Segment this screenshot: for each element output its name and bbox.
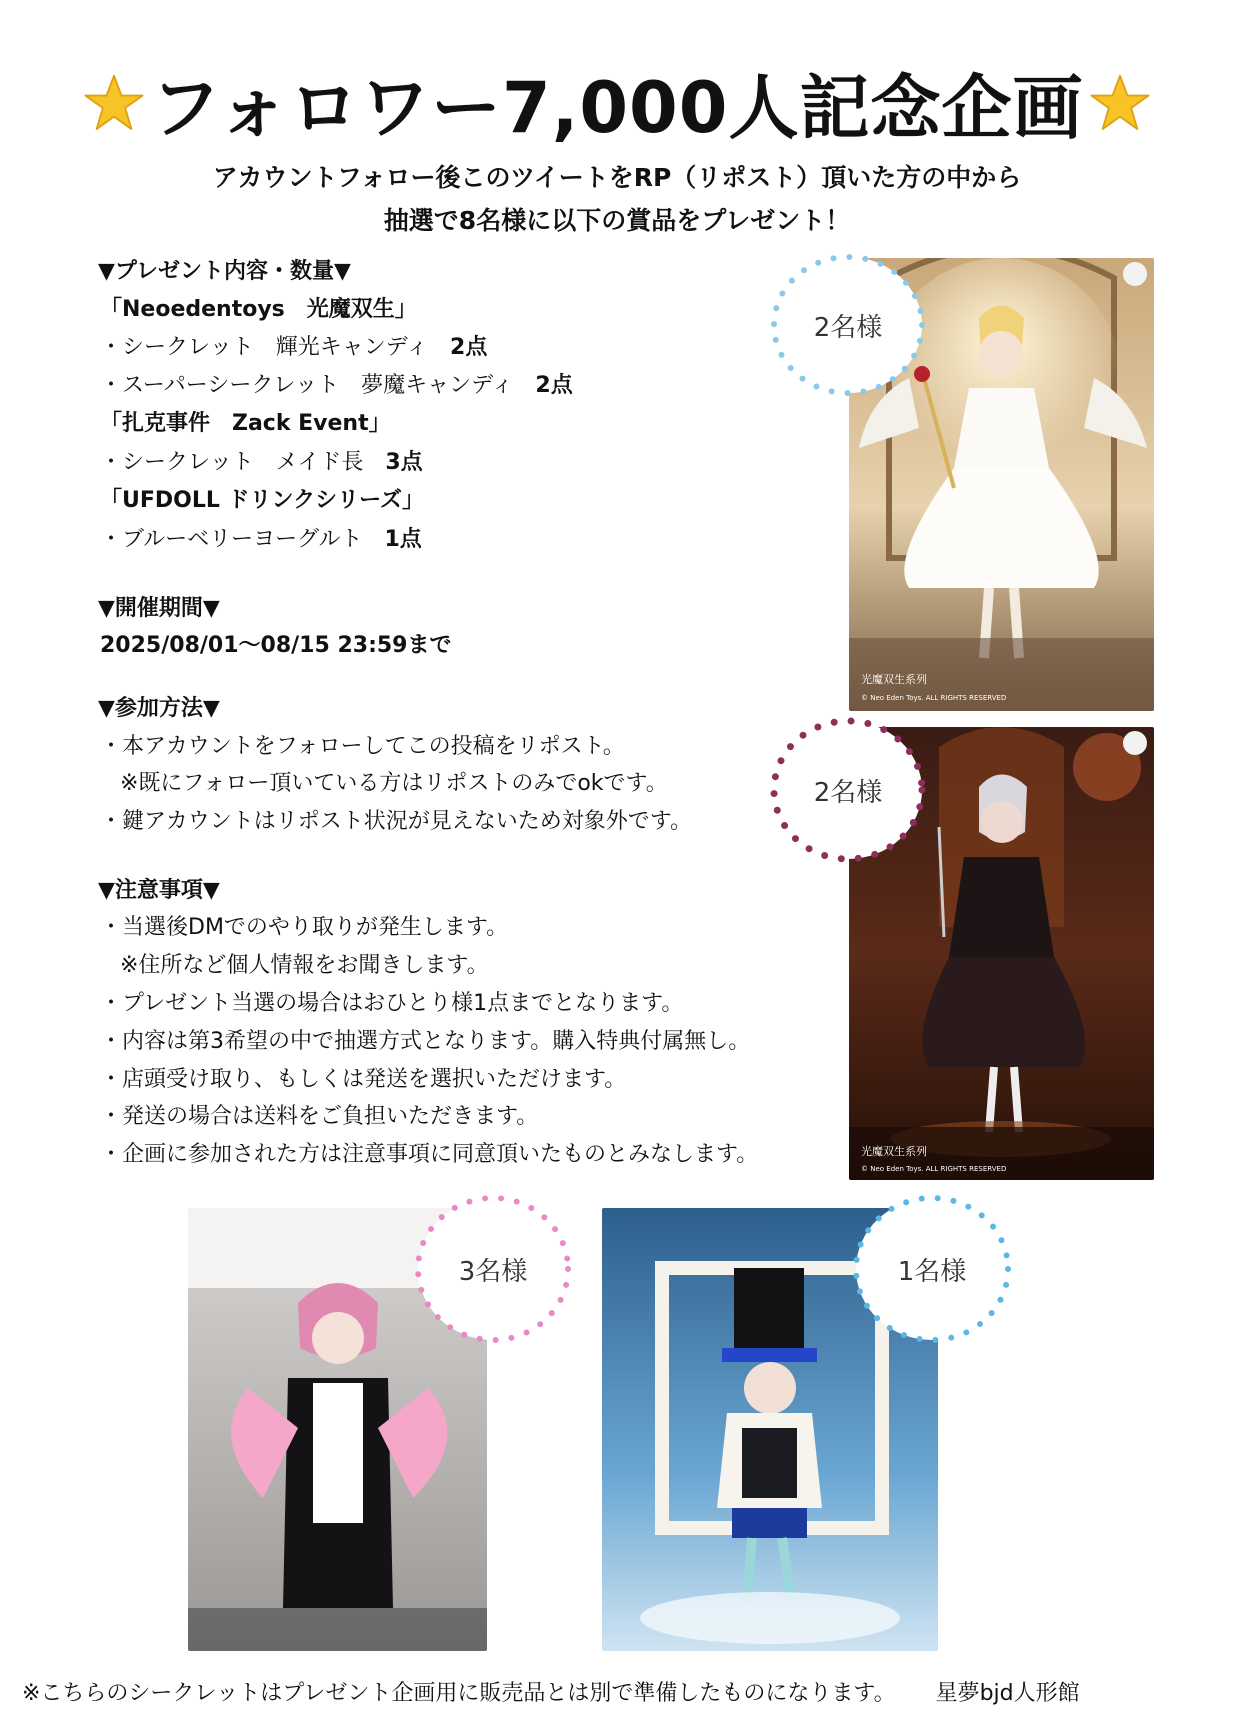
period-dates: 2025/08/01〜08/15 23:59まで xyxy=(100,633,452,658)
prize-item xyxy=(100,445,423,476)
prize-heading: ▼プレゼント内容・数量▼ xyxy=(98,259,351,284)
brand-logo xyxy=(1123,262,1147,286)
notes-line: ・プレゼント当選の場合はおひとり様1点までとなります。 xyxy=(100,991,684,1016)
prize-item xyxy=(100,522,422,553)
bubble-label: 3名様 xyxy=(458,1256,528,1287)
prize-item xyxy=(100,368,573,399)
star-icon xyxy=(1089,72,1151,134)
footer xyxy=(22,1676,1080,1707)
brand-logo xyxy=(1123,731,1147,755)
prize-item-label: ・スーパーシークレット 夢魔キャンディ xyxy=(100,373,514,398)
quantity-bubble xyxy=(770,717,926,863)
notes-line: ・企画に参加された方は注意事項に同意頂いたものとみなします。 xyxy=(100,1142,759,1167)
prize-item-qty: 3点 xyxy=(385,450,423,475)
prize-item-label: ・ブルーベリーヨーグルト xyxy=(100,527,363,552)
photo-caption: 光魔双生系列 xyxy=(861,1145,927,1158)
prize-item-label: ・シークレット メイド長 xyxy=(100,450,364,475)
prize-item-qty: 1点 xyxy=(384,527,422,552)
shop-name: 星夢bjd人形館 xyxy=(935,1681,1080,1706)
notes-line: ・発送の場合は送料をご負担いただきます。 xyxy=(100,1104,539,1129)
intro-line-2: 抽選で8名様に以下の賞品をプレゼント！ xyxy=(383,206,851,235)
star-icon xyxy=(83,72,145,134)
prize-group-name: 「Neoedentoys 光魔双生」 xyxy=(100,297,417,322)
join-heading: ▼参加方法▼ xyxy=(98,696,220,721)
page-title xyxy=(0,52,1234,153)
bubble-label: 1名様 xyxy=(897,1256,967,1287)
quantity-bubble xyxy=(852,1194,1012,1344)
period-heading: ▼開催期間▼ xyxy=(98,596,220,621)
quantity-bubble xyxy=(414,1194,572,1344)
footer-note: ※こちらのシークレットはプレゼント企画用に販売品とは別で準備したものになります。 xyxy=(22,1681,896,1706)
prize-item xyxy=(100,330,487,361)
prize-item-label: ・シークレット 輝光キャンディ xyxy=(100,335,429,360)
join-line: ・鍵アカウントはリポスト状況が見えないため対象外です。 xyxy=(100,809,693,834)
bubble-label: 2名様 xyxy=(813,777,883,808)
photo-copyright: © Neo Eden Toys. ALL RIGHTS RESERVED xyxy=(861,694,1007,702)
intro-line-1: アカウントフォロー後このツイートをRP（リポスト）頂いた方の中から xyxy=(212,163,1022,192)
prize-item-qty: 2点 xyxy=(535,373,573,398)
prize-group-name: 「UFDOLL ドリンクシリーズ」 xyxy=(100,488,425,513)
photo-caption: 光魔双生系列 xyxy=(861,673,927,686)
prize-group-name: 「扎克事件 Zack Event」 xyxy=(100,411,391,436)
notes-heading: ▼注意事項▼ xyxy=(98,878,220,903)
join-note: ※既にフォロー頂いている方はリポストのみでokです。 xyxy=(120,771,668,796)
notes-line: ・店頭受け取り、もしくは発送を選択いただけます。 xyxy=(100,1067,627,1092)
photo-copyright: © Neo Eden Toys. ALL RIGHTS RESERVED xyxy=(861,1165,1007,1173)
prize-item-qty: 2点 xyxy=(450,335,488,360)
join-line: ・本アカウントをフォローしてこの投稿をリポスト。 xyxy=(100,734,625,759)
quantity-bubble xyxy=(770,253,926,397)
notes-line: ・当選後DMでのやり取りが発生します。 xyxy=(100,915,509,940)
notes-sub: ※住所など個人情報をお聞きします。 xyxy=(120,953,489,978)
title-text: フォロワー7,000人記念企画 xyxy=(150,67,1084,149)
notes-line: ・内容は第3希望の中で抽選方式となります。購入特典付属無し。 xyxy=(100,1029,751,1054)
bubble-label: 2名様 xyxy=(813,312,883,343)
